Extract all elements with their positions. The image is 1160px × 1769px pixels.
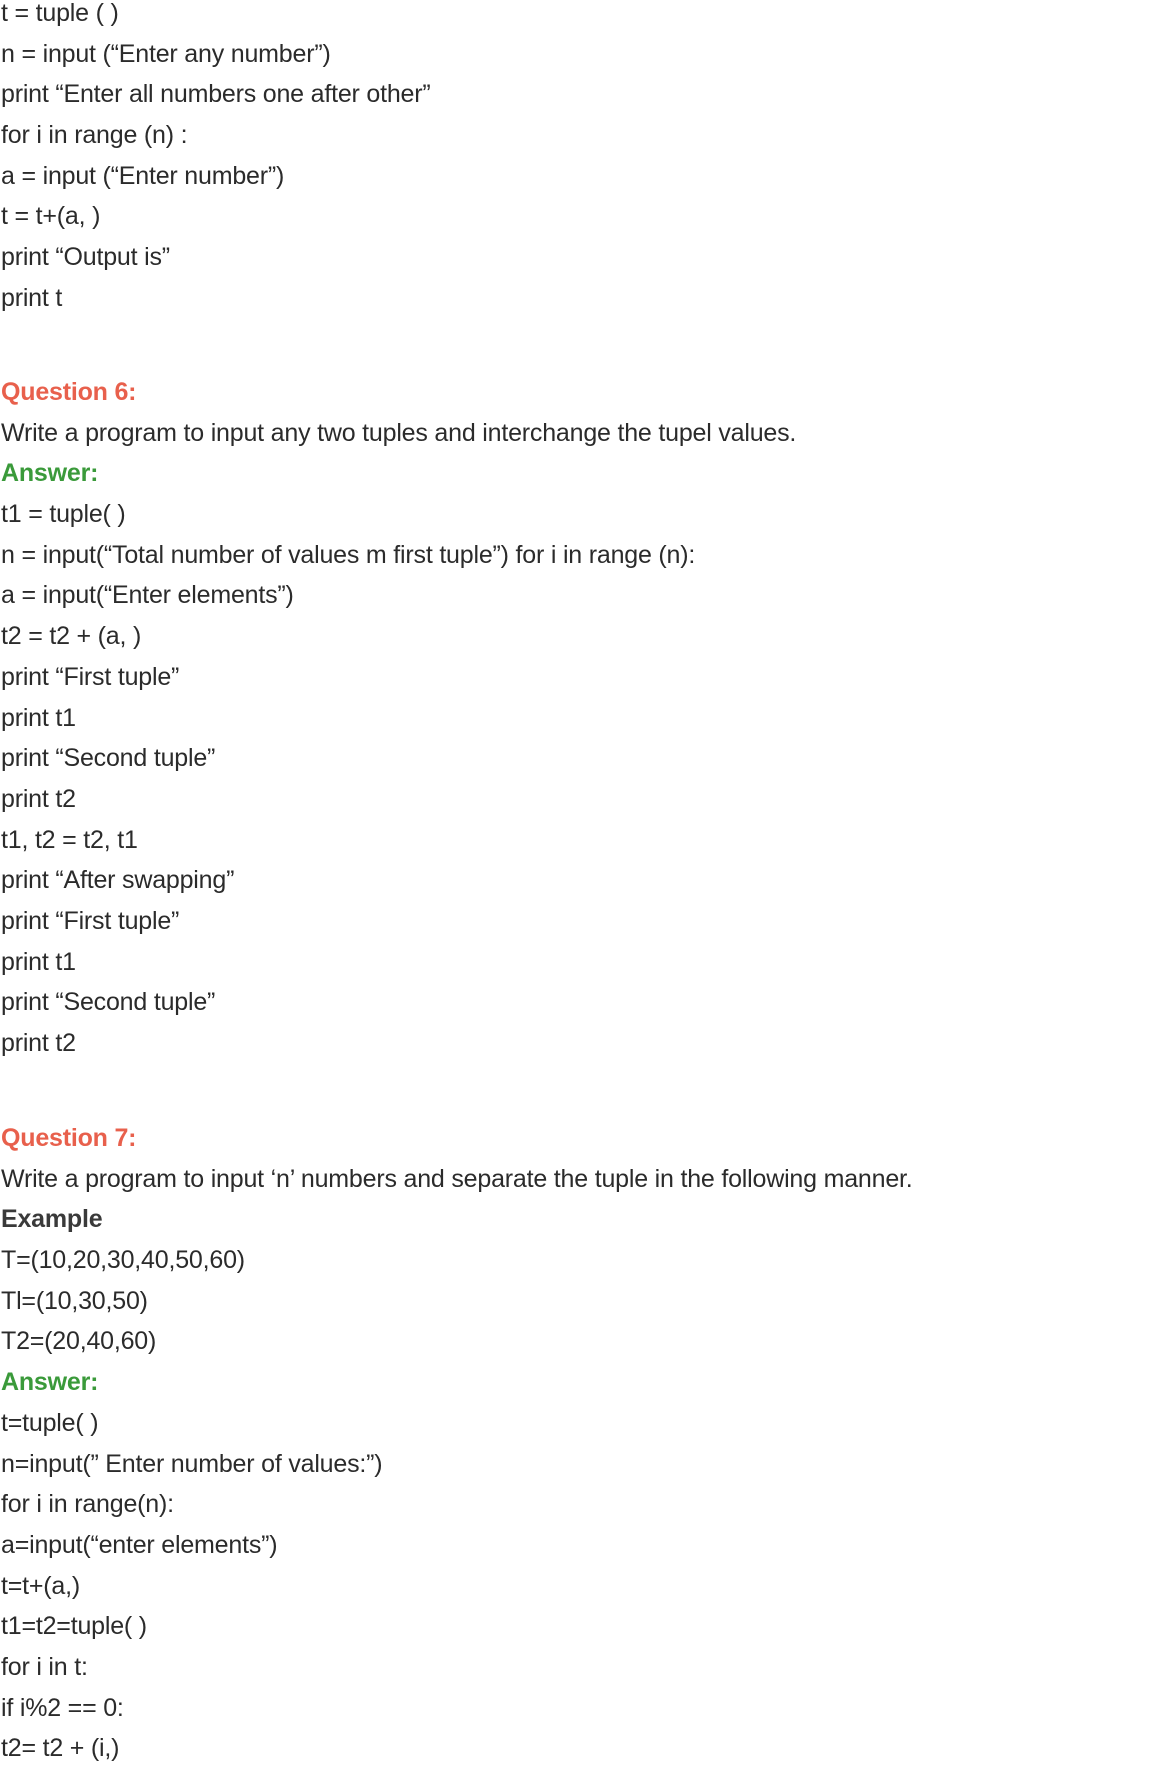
code-line: t2= t2 + (i,) (1, 1734, 120, 1763)
code-line: print “Enter all numbers one after other” (1, 80, 431, 109)
code-line: print t (1, 283, 63, 312)
example-line: T2=(20,40,60) (1, 1327, 157, 1356)
code-line: for i in t: (1, 1652, 88, 1681)
code-line: n=input(” Enter number of values:”) (1, 1449, 383, 1478)
code-line: if i%2 == 0: (1, 1693, 124, 1722)
code-line: a = input (“Enter number”) (1, 161, 285, 190)
code-line: print t1 (1, 703, 76, 732)
code-line: t=t+(a,) (1, 1571, 80, 1600)
code-line: print t2 (1, 1029, 76, 1057)
question-heading: Question 6: (1, 378, 137, 406)
question-7-section (1, 1118, 1160, 1769)
code-line: t2 = t2 + (a, ) (1, 622, 142, 651)
question-heading: Question 7: (1, 1124, 137, 1152)
answer-label: Answer: (1, 459, 99, 488)
code-line: t1, t2 = t2, t1 (1, 825, 138, 854)
code-line: t=tuple( ) (1, 1408, 99, 1437)
code-line: print “After swapping” (1, 866, 235, 895)
question-6-section (1, 372, 1160, 1064)
code-line: t1=t2=tuple( ) (1, 1612, 147, 1641)
code-line: n = input(“Total number of values m first tuple”) for i in range (n): (1, 540, 696, 569)
code-line: a = input(“Enter elements”) (1, 581, 294, 610)
question-prompt: Write a program to input any two tuples and interchange the tupel values. (1, 418, 797, 447)
code-line: print “Output is” (1, 243, 170, 272)
code-line: print “Second tuple” (1, 988, 216, 1017)
code-line: print t2 (1, 784, 76, 813)
code-line: print “First tuple” (1, 906, 180, 935)
code-line: print “First tuple” (1, 662, 180, 691)
answer-label: Answer: (1, 1368, 99, 1397)
code-line: print “Second tuple” (1, 744, 216, 773)
code-line: n = input (“Enter any number”) (1, 39, 331, 68)
code-block-q5-answer (1, 0, 1160, 319)
code-line: t = tuple ( ) (1, 0, 119, 27)
code-line: t1 = tuple( ) (1, 500, 126, 529)
code-line: t = t+(a, ) (1, 202, 101, 231)
question-prompt: Write a program to input ‘n’ numbers and separate the tuple in the following manner. (1, 1164, 913, 1193)
example-line: Tl=(10,30,50) (1, 1286, 148, 1315)
example-label: Example (1, 1205, 103, 1234)
code-line: for i in range(n): (1, 1490, 174, 1519)
example-line: T=(10,20,30,40,50,60) (1, 1246, 245, 1275)
code-line: a=input(“enter elements”) (1, 1530, 278, 1559)
code-line: print t1 (1, 947, 76, 976)
code-line: for i in range (n) : (1, 121, 188, 150)
